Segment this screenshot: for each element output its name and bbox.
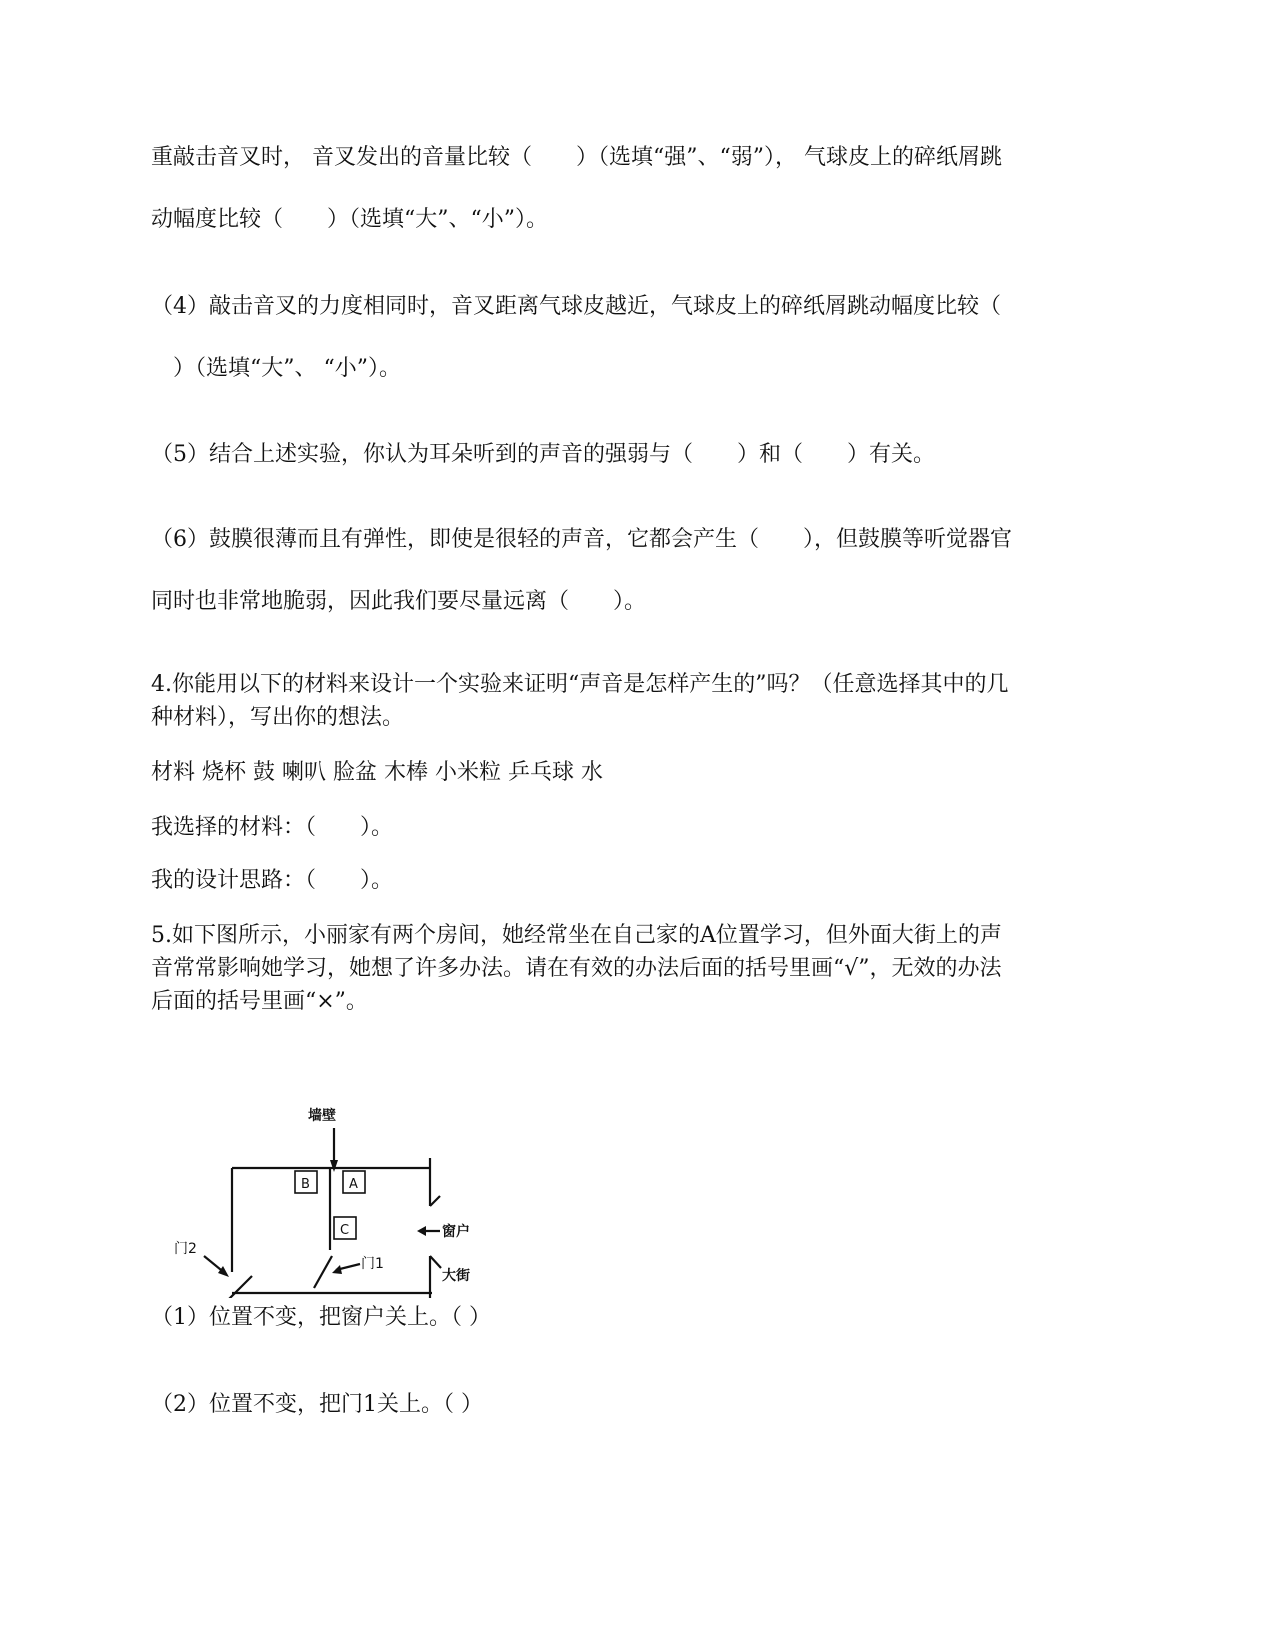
q4-prompt-line2: 种材料），写出你的想法。 [151, 705, 405, 730]
label-wall: 墙壁 [308, 1108, 336, 1124]
q4-prompt-line1: 4.你能用以下的材料来设计一个实验来证明“声音是怎样产生的”吗？（任意选择其中的几 [151, 672, 1009, 697]
q5-item1: （1）位置不变，把窗户关上。（ ） [151, 1305, 491, 1330]
label-box-c: C [340, 1223, 350, 1238]
q5-prompt-line3: 后面的括号里画“×”。 [151, 989, 368, 1014]
q3-item4-line1: （4）敲击音叉的力度相同时，音叉距离气球皮越近，气球皮上的碎纸屑跳动幅度比较（ [151, 294, 1001, 319]
q3-item6-line1: （6）鼓膜很薄而且有弹性，即使是很轻的声音，它都会产生（ ），但鼓膜等听觉器官 [151, 527, 1013, 552]
label-box-a: A [349, 1177, 358, 1192]
q3-text-line1: 重敲击音叉时， 音叉发出的音量比较（ ）（选填“强”、“弱”）， 气球皮上的碎纸屑跳 [151, 145, 1002, 170]
q5-prompt-line1: 5.如下图所示，小丽家有两个房间，她经常坐在自己家的A位置学习，但外面大街上的声 [151, 923, 1002, 948]
q3-text-line2: 动幅度比较（ ）（选填“大”、“小”）。 [151, 207, 548, 232]
q4-design-idea: 我的设计思路：（ ）。 [151, 868, 394, 893]
q3-item5: （5）结合上述实验，你认为耳朵听到的声音的强弱与（ ）和（ ）有关。 [151, 442, 935, 467]
label-window: 窗户 [442, 1224, 470, 1240]
label-box-b: B [301, 1177, 310, 1192]
floor-plan-diagram [170, 1098, 530, 1298]
q5-prompt-line2: 音常常影响她学习，她想了许多办法。请在有效的办法后面的括号里画“√”，无效的办法 [151, 956, 1002, 981]
q3-item4-line2: ）（选填“大”、 “小”）。 [151, 356, 401, 381]
label-door2: 门2 [174, 1241, 197, 1257]
label-street: 大街 [442, 1268, 470, 1284]
q4-chosen-materials: 我选择的材料：（ ）。 [151, 815, 394, 840]
q3-item6-line2: 同时也非常地脆弱，因此我们要尽量远离（ ）。 [151, 589, 647, 614]
q5-item2: （2）位置不变，把门1关上。（ ） [151, 1392, 483, 1417]
q4-materials: 材料 烧杯 鼓 喇叭 脸盆 木棒 小米粒 乒乓球 水 [151, 760, 603, 785]
label-door1: 门1 [361, 1256, 384, 1272]
